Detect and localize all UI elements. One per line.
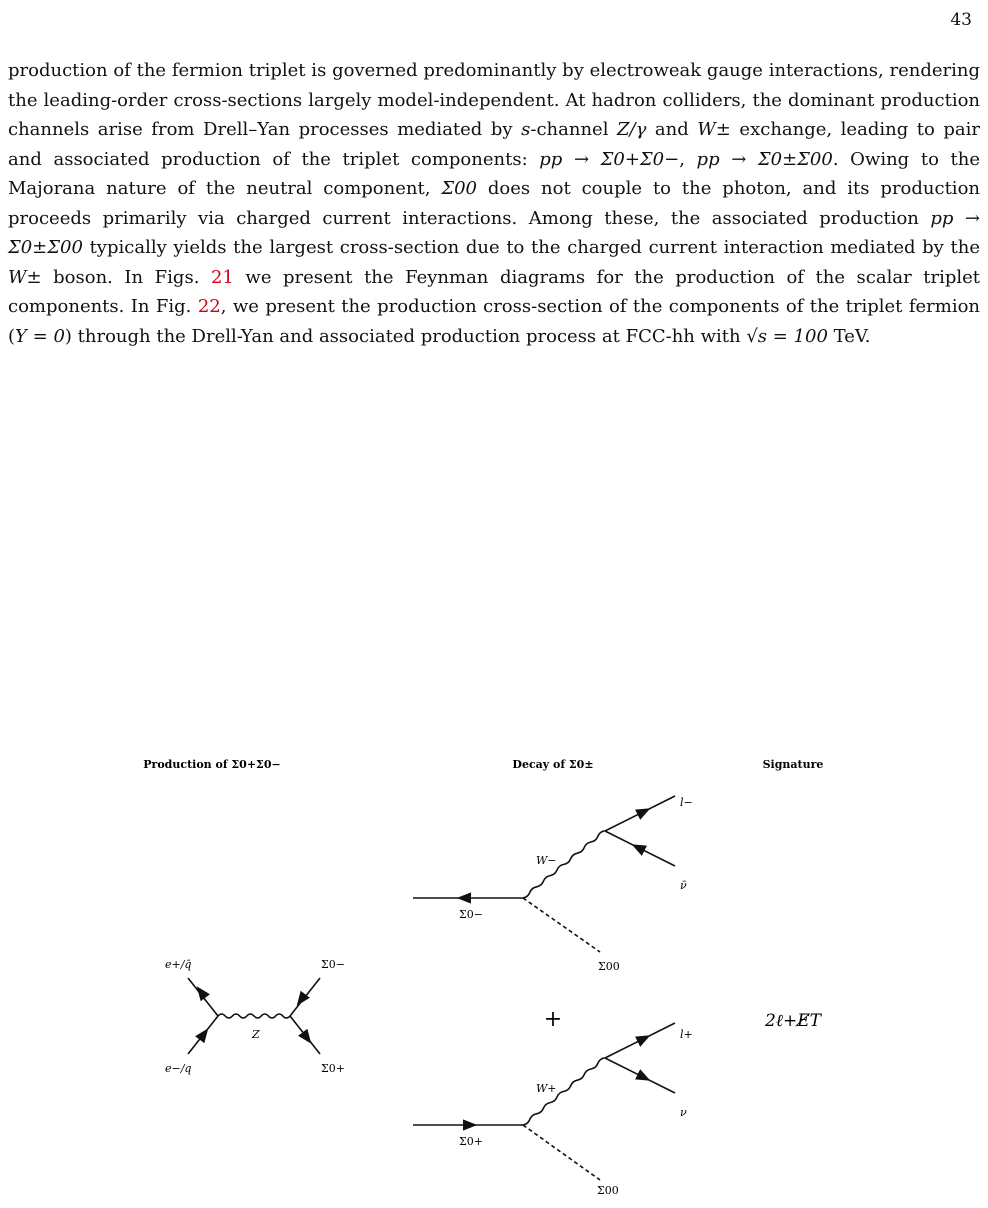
label-in-bottom: e−/q [165,1062,192,1075]
label-neutral: Σ00 [598,960,620,973]
text: and [646,119,698,140]
text: boson. In Figs. [41,266,211,288]
label-out-bottom: Σ0+ [321,1062,345,1075]
label-boson: W− [536,854,557,867]
label-lepton: l+ [680,1028,693,1041]
lepton-arrow [638,812,644,815]
text: we present the Feynman diagrams for the production of the scalar triplet components. In Fig. [8,266,980,317]
header-production: Production of Σ0+Σ0− [143,758,281,771]
math: W± [697,119,731,140]
text: ) through the Drell-Yan and associated production process at FCC-hh with [64,325,747,347]
page-number: 43 [950,10,972,30]
math: √s = 100 [746,325,828,347]
label-incoming: Σ0− [459,908,483,921]
text: production of the fermion triplet is governed predominantly by electroweak gauge interactions, rendering the leading-order cross-sections largely model-independent. At hadron colliders, the dominant production channels arise from Drell–Yan processes mediated by [8,60,980,140]
text: TeV. [827,325,871,347]
label-lepton: l− [680,796,693,809]
z-propagator [218,1014,290,1018]
header-signature: Signature [762,758,824,771]
label-neutrino: ν̄ [680,879,687,892]
feynman-figure [0,740,988,1204]
label-propagator: Z [252,1028,260,1041]
header-decay: Decay of Σ0± [512,758,594,771]
math: Z/γ [617,119,647,140]
label-boson: W+ [536,1082,557,1095]
math: pp → Σ0+Σ0− [539,148,680,170]
text: typically yields the largest cross-section due to the charged current interaction mediated by the [82,237,980,258]
label-out-top: Σ0− [321,958,345,971]
text: , [679,148,697,170]
text: . Owing to the Majorana nature of the neutral component, [8,148,981,199]
neutral-dashed-line [523,898,600,952]
neutrino-arrow [638,1075,644,1078]
production-diagram [188,978,320,1054]
text: , we present the production cross-section of the components of the triplet fermion ( [8,296,981,347]
decay-bottom-diagram [413,1023,675,1180]
math: pp → Σ0±Σ00 [8,207,980,258]
neutral-dashed-line [523,1125,600,1180]
outgoing-top-line [290,978,320,1016]
label-neutral: Σ00 [597,1184,619,1197]
math: W± [8,266,42,288]
label-neutrino: ν [680,1106,687,1119]
label-in-top: e+/q̄ [165,958,192,971]
lepton-arrow [638,1039,644,1042]
plus-sign: + [543,1007,563,1032]
neutrino-arrow [638,848,644,851]
label-incoming: Σ0+ [459,1135,483,1148]
text: does not couple to the photon, and its production proceeds primarily via charged current interactions. Among these, the associated production [8,178,980,229]
math: Σ00 [441,178,477,199]
text: -channel [530,119,618,140]
figure-ref-22[interactable]: 22 [197,296,221,317]
body-paragraph [8,56,980,351]
decay-top-diagram [413,796,675,952]
math: Y = 0 [15,325,65,347]
text: exchange, leading to pair and associated production of the triplet components: [8,119,980,170]
incoming-top-line [188,978,218,1016]
math: s [521,119,531,140]
math: pp → Σ0±Σ00 [696,148,833,170]
signature-text: 2ℓ+E̸T [765,1011,821,1031]
figure-ref-21[interactable]: 21 [210,266,234,288]
